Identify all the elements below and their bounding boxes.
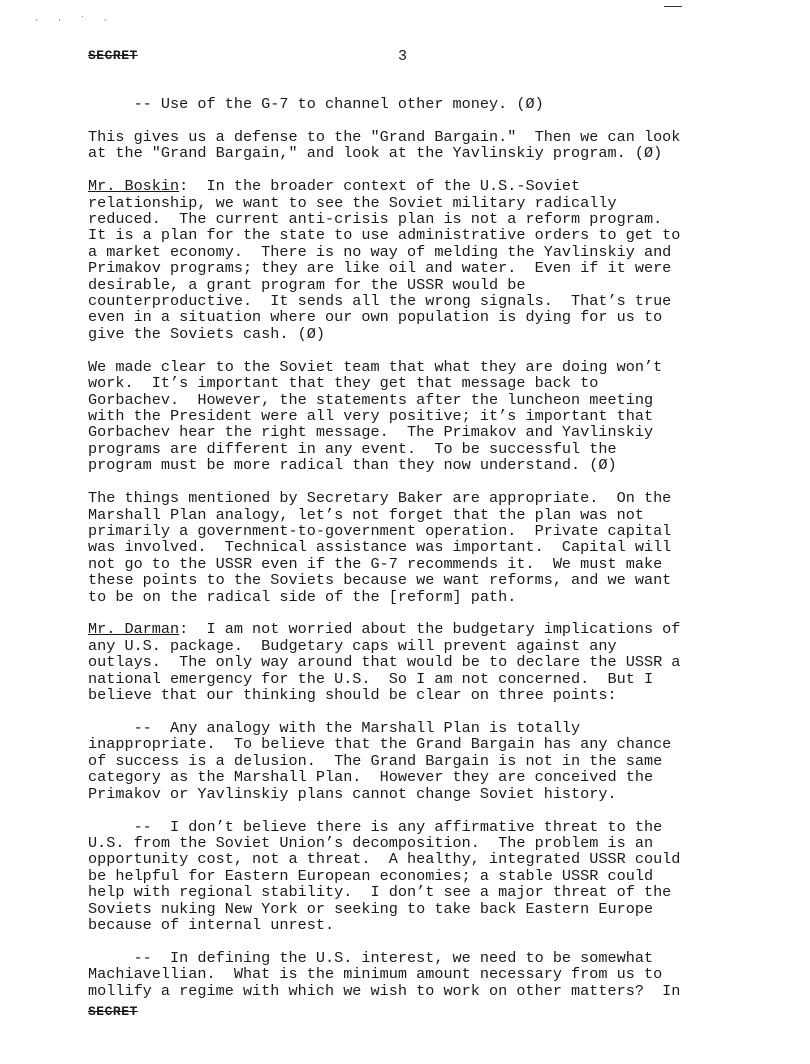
paragraph [88, 819, 738, 934]
line-text: was involved. Technical assistance was important. Capital will [88, 538, 672, 557]
line-text: give the Soviets cash. (Ø) [88, 324, 325, 343]
line-text: It is a plan for the state to use administrative orders to get to [88, 226, 681, 245]
line-text: We made clear to the Soviet team that what they are doing won’t [88, 357, 663, 376]
text-line [88, 441, 738, 457]
line-text: opportunity cost, not a threat. A healthy, integrated USSR could [88, 850, 681, 869]
line-text: category as the Marshall Plan. However they are conceived the [88, 768, 654, 787]
text-line [88, 359, 738, 375]
scan-mark [664, 6, 682, 7]
text-line [88, 96, 738, 112]
text-line [88, 687, 738, 703]
line-text: not go to the USSR even if the G-7 recommends it. We must make [88, 554, 663, 573]
text-line [88, 654, 738, 670]
text-line [88, 983, 738, 999]
line-text: -- Any analogy with the Marshall Plan is totally [88, 719, 581, 737]
line-text: Machiavellian. What is the minimum amount necessary from us to [88, 965, 663, 984]
scan-specks: · · ˙ · [34, 16, 114, 26]
line-text: national emergency for the U.S. So I am not concerned. But I [88, 669, 654, 688]
line-text: because of internal unrest. [88, 915, 335, 934]
line-text: a market economy. There is no way of melding the Yavlinskiy and [88, 242, 672, 261]
line-text: of success is a delusion. The Grand Bargain is not in the same [88, 751, 663, 770]
line-text: -- Use of the G-7 to channel other money. (Ø) [88, 95, 544, 113]
line-text: help with regional stability. I don’t see a major threat of the [88, 883, 672, 902]
paragraph [88, 950, 738, 999]
paragraph [88, 359, 738, 474]
line-text: inappropriate. To believe that the Grand Bargain has any chance [88, 735, 672, 754]
classification-footer: SECRET [88, 1004, 138, 1019]
line-text: counterproductive. It sends all the wrong signals. That’s true [88, 292, 672, 311]
line-text: mollify a regime with which we wish to work on other matters? In [88, 981, 681, 1000]
text-line [88, 966, 738, 982]
line-text: Gorbachev. However, the statements after the luncheon meeting [88, 390, 654, 409]
text-line [88, 293, 738, 309]
text-line [88, 309, 738, 325]
text-line [88, 901, 738, 917]
text-line [88, 375, 738, 391]
text-line [88, 720, 738, 736]
text-line [88, 556, 738, 572]
line-text: these points to the Soviets because we want reforms, and we want [88, 571, 672, 590]
line-text: Gorbachev hear the right message. The Primakov and Yavlinskiy [88, 423, 654, 442]
paragraph [88, 490, 738, 605]
line-text: believe that our thinking should be clear on three points: [88, 686, 617, 705]
text-line [88, 884, 738, 900]
speaker-name: Mr. Boskin [88, 177, 180, 196]
text-line [88, 621, 738, 637]
text-line [88, 671, 738, 687]
line-text: be helpful for Eastern European economies; a stable USSR could [88, 866, 654, 885]
text-line [88, 638, 738, 654]
line-text: desirable, a grant program for the USSR would be [88, 275, 526, 294]
text-line [88, 753, 738, 769]
text-line [88, 917, 738, 933]
line-text: Primakov programs; they are like oil and water. Even if it were [88, 259, 672, 278]
line-text: to be on the radical side of the [reform] path. [88, 587, 517, 606]
text-line [88, 277, 738, 293]
line-text: This gives us a defense to the "Grand Bargain." Then we can look [88, 127, 681, 146]
text-line [88, 211, 738, 227]
text-line [88, 950, 738, 966]
line-text: primarily a government-to-government operation. Private capital [88, 521, 672, 540]
text-line [88, 507, 738, 523]
text-line [88, 835, 738, 851]
line-text: any U.S. package. Budgetary caps will prevent against any [88, 636, 617, 655]
text-line [88, 178, 738, 194]
text-line [88, 539, 738, 555]
line-text: program must be more radical than they now understand. (Ø) [88, 456, 617, 475]
line-text: reduced. The current anti-crisis plan is not a reform program. [88, 210, 663, 229]
text-line [88, 129, 738, 145]
line-text: programs are different in any event. To be successful the [88, 439, 617, 458]
line-text: at the "Grand Bargain," and look at the Yavlinskiy program. (Ø) [88, 144, 663, 163]
text-line [88, 572, 738, 588]
text-line [88, 769, 738, 785]
text-line [88, 392, 738, 408]
text-line [88, 868, 738, 884]
text-line [88, 424, 738, 440]
line-text: even in a situation where our own population is dying for us to [88, 308, 663, 327]
text-line [88, 851, 738, 867]
paragraph [88, 129, 738, 162]
line-text: -- In defining the U.S. interest, we need to be somewhat [88, 948, 654, 967]
paragraph [88, 621, 738, 703]
text-line [88, 523, 738, 539]
speaker-name: Mr. Darman [88, 620, 180, 639]
line-text: with the President were all very positive; it’s important that [88, 407, 654, 425]
line-text: : In the broader context of the U.S.-Soviet [179, 177, 581, 196]
line-text: work. It’s important that they get that message back to [88, 374, 599, 393]
text-line [88, 260, 738, 276]
text-line [88, 786, 738, 802]
line-text: outlays. The only way around that would be to declare the USSR a [88, 653, 681, 672]
line-text: The things mentioned by Secretary Baker are appropriate. On the [88, 489, 672, 508]
paragraph [88, 178, 738, 342]
text-line [88, 227, 738, 243]
line-text: : I am not worried about the budgetary implications of [179, 620, 681, 639]
page-number: 3 [398, 48, 408, 65]
text-line [88, 457, 738, 473]
line-text: Marshall Plan analogy, let’s not forget that the plan was not [88, 505, 644, 524]
text-line [88, 326, 738, 342]
document-body [88, 96, 738, 1016]
text-line [88, 736, 738, 752]
line-text: -- I don’t believe there is any affirmative threat to the [88, 817, 663, 836]
paragraph [88, 96, 738, 112]
line-text: U.S. from the Soviet Union’s decomposition. The problem is an [88, 833, 654, 852]
text-line [88, 244, 738, 260]
line-text: Primakov or Yavlinskiy plans cannot change Soviet history. [88, 784, 617, 803]
text-line [88, 195, 738, 211]
text-line [88, 819, 738, 835]
line-text: relationship, we want to see the Soviet military radically [88, 193, 617, 212]
text-line [88, 589, 738, 605]
classification-header: SECRET [88, 48, 138, 63]
text-line [88, 145, 738, 161]
text-line [88, 408, 738, 424]
line-text: Soviets nuking New York or seeking to take back Eastern Europe [88, 899, 654, 918]
text-line [88, 490, 738, 506]
paragraph [88, 720, 738, 802]
